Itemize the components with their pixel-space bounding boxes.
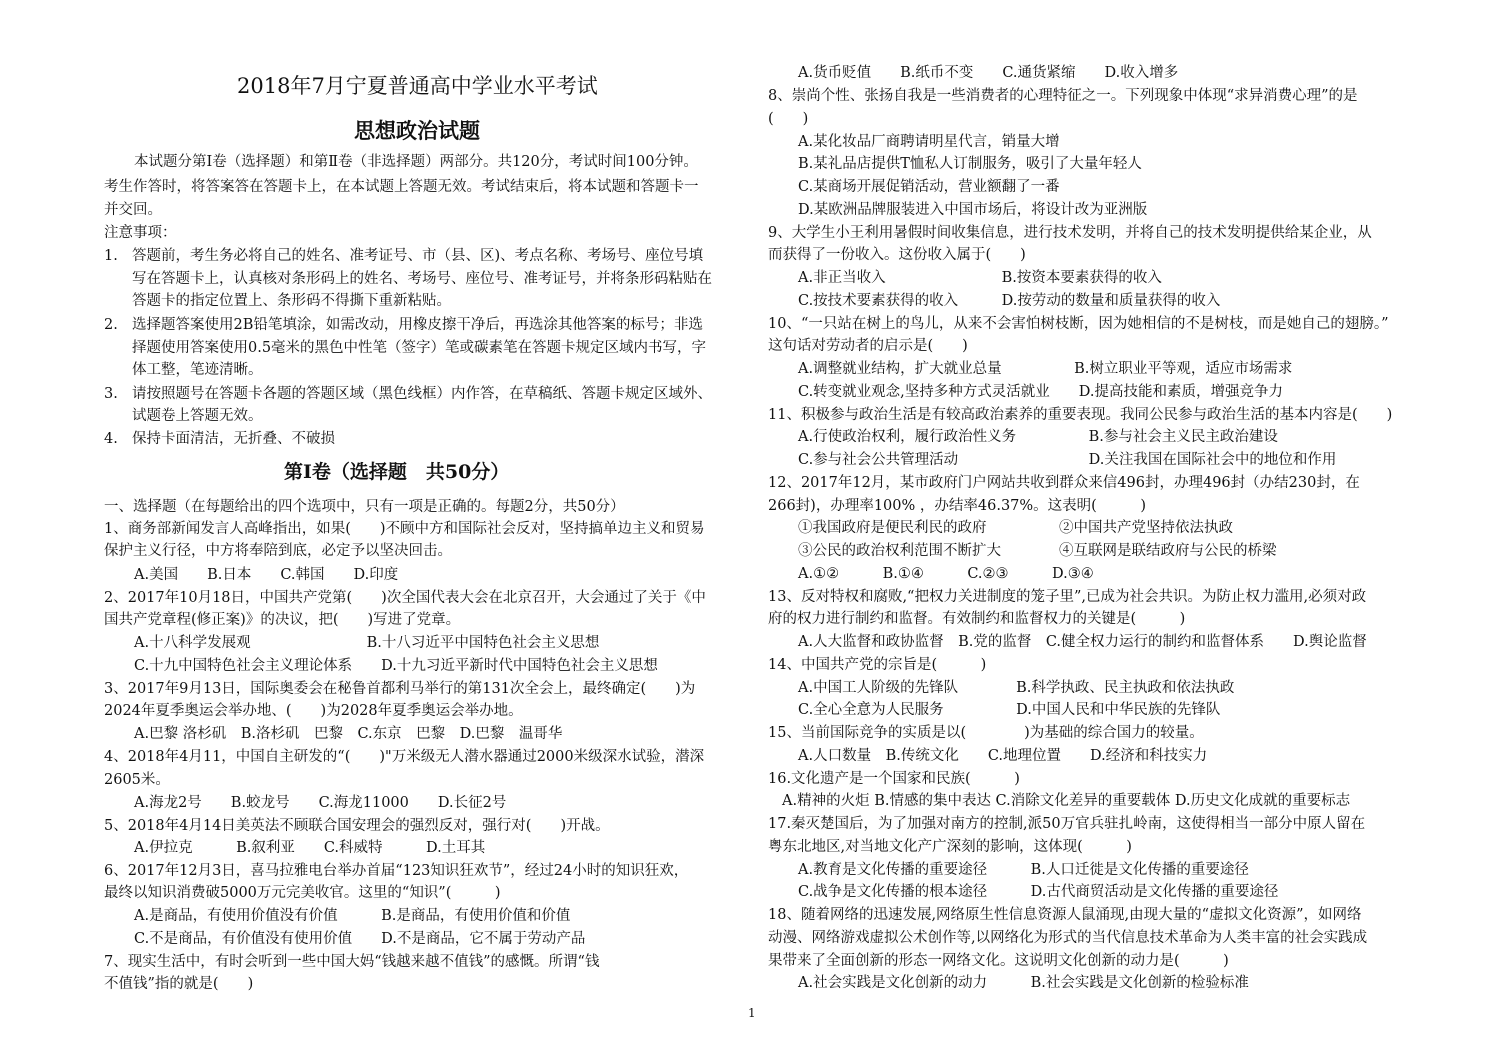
option-line: C.参与社会公共管理活动 D.关注我国在国际社会中的地位和作用 [798,452,1337,468]
option-line: A.美国 B.日本 C.韩国 D.印度 [134,567,399,583]
option-line: A.非正当收入 B.按资本要素获得的收入 [798,270,1162,286]
option-line: A.海龙2号 B.蛟龙号 C.海龙11000 D.长征2号 [134,795,507,811]
question-line: 而获得了一份收入。这份收入属于( ) [768,247,1026,263]
option-line: A.人大监督和政协监督 B.党的监督 C.健全权力运行的制约和监督体系 D.舆论监督 [798,634,1367,650]
question-line: 2605米。 [104,772,170,788]
question-line: 13、反对特权和腐败,“把权力关进制度的笼子里”,已成为社会共识。为防止权力滥用,必须对政 [768,589,1367,605]
section-instruction: 一、选择题（在每题给出的四个选项中，只有一项是正确的。每题2分，共50分） [104,499,625,515]
question-line: 动漫、网络游戏虚拟公术创作等,以网络化为形式的当代信息技术革命为人类丰富的社会实践成 [768,930,1368,946]
option-line: A.是商品，有使用价值没有价值 B.是商品，有使用价值和价值 [134,908,571,924]
question-line: 12、2017年12月，某市政府门户网站共收到群众来信496封，办理496封（办结230封，在 [768,475,1360,491]
notice-line: 选择题答案使用2B铅笔填涂，如需改动，用橡皮擦干净后，再选涂其他答案的标号；非选 [132,317,703,333]
option-line: B.某礼品店提供T恤私人订制服务，吸引了大量年轻人 [798,156,1142,172]
question-line: ( ) [768,111,809,127]
option-line: A.教育是文化传播的重要途径 B.人口迁徙是文化传播的重要途径 [798,862,1249,878]
intro-line: 考生作答时，将答案答在答题卡上，在本试题上答题无效。考试结束后，将本试题和答题卡一 [104,179,699,195]
notice-line: 答题卡的指定位置上、条形码不得撕下重新粘贴。 [132,293,451,309]
question-line: 果带来了全面创新的形态一网络文化。这说明文化创新的动力是( ) [768,953,1229,969]
question-line: 16.文化遗产是一个国家和民族( ) [768,771,1020,787]
option-line: A.社会实践是文化创新的动力 B.社会实践是文化创新的检验标准 [798,975,1249,991]
question-line: 18、随着网络的迅速发展,网络原生性信息资源人鼠涌现,由现大量的“虚拟文化资源”，如网络 [768,907,1362,923]
notice-line: 择题使用答案使用0.5毫米的黑色中性笔（签字）笔或碳素笔在答题卡规定区域内书写，字 [132,340,707,356]
question-line: 府的权力进行制约和监督。有效制约和监督权力的关键是( ) [768,611,1186,627]
question-line: 最终以知识消费破5000万元完美收官。这里的“知识”( ) [104,885,501,901]
option-line: A.某化妆品厂商聘请明星代言，销量大增 [798,134,1060,150]
notice-line: 体工整，笔迹清晰。 [132,362,263,378]
question-line: 不值钱”指的就是( ) [104,976,254,992]
option-line: C.全心全意为人民服务 D.中国人民和中华民族的先锋队 [798,702,1221,718]
notice-number: 1. [104,248,118,264]
intro-line: 并交回。 [104,202,162,218]
section-title: 第Ⅰ卷（选择题 共50分） [284,461,510,483]
option-line: A.货币贬值 B.纸币不变 C.通货紧缩 D.收入增多 [798,65,1179,81]
question-line: 2024年夏季奥运会举办地、( )为2028年夏季奥运会举办地。 [104,703,523,719]
notice-number: 4. [104,431,118,447]
question-line: 2、2017年10月18日，中国共产党第( )次全国代表大会在北京召开，大会通过了关于《中 [104,590,706,606]
question-line: 9、大学生小王利用暑假时间收集信息，进行技术发明，并将自己的技术发明提供给某企业，从 [768,225,1372,241]
option-line: ③公民的政治权利范围不断扩大 ④互联网是联结政府与公民的桥梁 [798,543,1277,559]
question-line: 4、2018年4月11，中国自主研发的“( )"万米级无人潜水器通过2000米级深水试验，潜深 [104,749,705,765]
option-line: C.十九中国特色社会主义理论体系 D.十九习近平新时代中国特色社会主义思想 [134,658,658,674]
question-line: 1、商务部新闻发言人高峰指出，如果( )不顾中方和国际社会反对，坚持搞单边主义和贸易 [104,521,705,537]
notice-heading: 注意事项： [104,225,177,241]
question-line: 14、中国共产党的宗旨是( ) [768,657,987,673]
notice-line: 答题前，考生务必将自己的姓名、准考证号、市（县、区)、考点名称、考场号、座位号填 [132,248,704,264]
notice-line: 保持卡面清洁，无折叠、不破损 [132,431,335,447]
option-line: A.中国工人阶级的先锋队 B.科学执政、民主执政和依法执政 [798,680,1235,696]
option-line: D.某欧洲品牌服装进入中国市场后，将设计改为亚洲版 [798,202,1148,218]
notice-line: 写在答题卡上，认真核对条形码上的姓名、考场号、座位号、准考证号，并将条形码粘贴在 [132,271,712,287]
question-line: 5、2018年4月14日美英法不顾联合国安理会的强烈反对，强行对( )开战。 [104,818,610,834]
option-line: C.不是商品，有价值没有使用价值 D.不是商品，它不属于劳动产品 [134,931,586,947]
option-line: A.巴黎 洛杉矶 B.洛杉矶 巴黎 C.东京 巴黎 D.巴黎 温哥华 [134,726,563,742]
option-line: C.某商场开展促销活动，营业额翻了一番 [798,179,1060,195]
intro-line: 本试题分第Ⅰ卷（选择题）和第Ⅱ卷（非选择题）两部分。共120分，考试时间100分钟。 [134,154,698,170]
option-line: ①我国政府是便民利民的政府 ②中国共产党坚持依法执政 [798,520,1233,536]
exam-title: 2018年7月宁夏普通高中学业水平考试 [237,74,598,98]
question-line: 10、“一只站在树上的鸟儿，从来不会害怕树枝断，因为她相信的不是树枝，而是她自己的翅膀。” [768,316,1389,332]
question-line: 保护主义行径，中方将奉陪到底，必定予以坚决回击。 [104,543,452,559]
notice-number: 3. [104,386,118,402]
option-line: A.行使政治权利，履行政治性义务 B.参与社会主义民主政治建设 [798,429,1278,445]
option-line: A.十八科学发展观 B.十八习近平中国特色社会主义思想 [134,635,600,651]
question-line: 3、2017年9月13日，国际奥委会在秘鲁首都利马举行的第131次全会上，最终确定( )为 [104,681,696,697]
option-line: A.精神的火炬 B.情感的集中表达 C.消除文化差异的重要载体 D.历史文化成就的重要标志 [782,793,1351,809]
question-line: 266封)，办理率100% ，办结率46.37%。这表明( ) [768,498,1146,514]
question-line: 粤东北地区,对当地文化产广深刻的影响，这体现( ) [768,839,1132,855]
notice-line: 请按照题号在答题卡各题的答题区域（黑色线框）内作答，在草稿纸、答题卡规定区域外、 [132,386,712,402]
question-line: 7、现实生活中，有时会听到一些中国大妈“钱越来越不值钱”的感慨。所谓“钱 [104,954,600,970]
page-number: 1 [748,1006,756,1020]
option-line: C.按技术要素获得的收入 D.按劳动的数量和质量获得的收入 [798,293,1221,309]
option-line: A.人口数量 B.传统文化 C.地理位置 D.经济和科技实力 [798,748,1208,764]
notice-line: 试题卷上答题无效。 [132,408,263,424]
question-line: 17.秦灭楚国后，为了加强对南方的控制,派50万官兵驻扎岭南，这使得相当一部分中原人留在 [768,816,1366,832]
question-line: 15、当前国际竞争的实质是以( )为基础的综合国力的较量。 [768,725,1204,741]
question-line: 11、积极参与政治生活是有较高政治素养的重要表现。我同公民参与政治生活的基本内容是( ) [768,407,1393,423]
question-line: 这句话对劳动者的启示是( ) [768,338,968,354]
question-line: 8、崇尚个性、张扬自我是一些消费者的心理特征之一。下列现象中体现“求异消费心理”的是 [768,88,1358,104]
question-line: 国共产党章程(修正案)》的决议，把( )写进了党章。 [104,612,461,628]
option-line: C.战争是文化传播的根本途径 D.古代商贸活动是文化传播的重要途径 [798,884,1279,900]
option-line: C.转变就业观念,坚持多种方式灵活就业 D.提高技能和素质，增强竞争力 [798,384,1284,400]
exam-subtitle: 思想政治试题 [354,118,480,143]
option-line: A.伊拉克 B.叙利亚 C.科威特 D.土耳其 [134,840,486,856]
option-line: A.①② B.①④ C.②③ D.③④ [798,566,1094,582]
option-line: A.调整就业结构，扩大就业总量 B.树立职业平等观，适应市场需求 [798,361,1293,377]
notice-number: 2. [104,317,118,333]
question-line: 6、2017年12月3日，喜马拉雅电台举办首届“123知识狂欢节”，经过24小时的知识狂欢， [104,863,689,879]
